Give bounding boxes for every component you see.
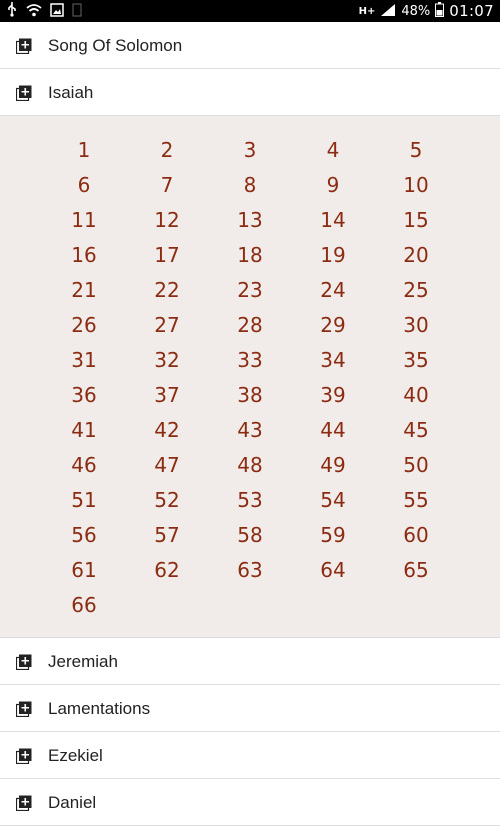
chapter-number[interactable]: 18 <box>237 243 263 267</box>
chapter-number[interactable]: 35 <box>403 348 429 372</box>
chapter-number[interactable]: 66 <box>71 593 97 617</box>
plus-box-icon <box>16 85 32 101</box>
book-row-daniel[interactable] <box>0 780 500 826</box>
network-type: H+ <box>358 5 376 17</box>
chapter-number[interactable]: 65 <box>403 558 429 582</box>
image-notification-icon <box>50 2 64 21</box>
chapter-number[interactable]: 23 <box>237 278 263 302</box>
chapter-number[interactable]: 8 <box>243 173 257 197</box>
chapter-number[interactable]: 27 <box>154 313 180 337</box>
chapter-number[interactable]: 30 <box>403 313 429 337</box>
chapter-number[interactable]: 45 <box>403 418 429 442</box>
chapter-number[interactable]: 44 <box>320 418 346 442</box>
plus-box-icon <box>16 654 32 670</box>
chapter-number[interactable]: 25 <box>403 278 429 302</box>
chapter-number[interactable]: 4 <box>326 138 340 162</box>
chapter-number[interactable]: 17 <box>154 243 180 267</box>
chapter-number[interactable]: 1 <box>77 138 91 162</box>
signal-icon <box>380 2 396 21</box>
chapter-number[interactable]: 52 <box>154 488 180 512</box>
chapter-number[interactable]: 41 <box>71 418 97 442</box>
chapter-number[interactable]: 26 <box>71 313 97 337</box>
battery-icon <box>435 2 444 21</box>
plus-box-icon <box>16 795 32 811</box>
chapter-number[interactable]: 54 <box>320 488 346 512</box>
chapter-number[interactable]: 49 <box>320 453 346 477</box>
book-label: Song Of Solomon <box>48 35 183 55</box>
chapter-number[interactable]: 9 <box>326 173 340 197</box>
chapter-number[interactable]: 21 <box>71 278 97 302</box>
book-row-ezekiel[interactable] <box>0 733 500 779</box>
chapter-number[interactable]: 46 <box>71 453 97 477</box>
book-row-jeremiah[interactable] <box>0 639 500 685</box>
chapter-number[interactable]: 34 <box>320 348 346 372</box>
chapter-number[interactable]: 20 <box>403 243 429 267</box>
chapter-number[interactable]: 53 <box>237 488 263 512</box>
notification-placeholder-icon <box>72 2 82 21</box>
chapter-number[interactable]: 42 <box>154 418 180 442</box>
chapter-number[interactable]: 50 <box>403 453 429 477</box>
chapter-number[interactable]: 12 <box>154 208 180 232</box>
chapter-number[interactable]: 60 <box>403 523 429 547</box>
chapter-number[interactable]: 55 <box>403 488 429 512</box>
chapter-number[interactable]: 3 <box>243 138 257 162</box>
chapter-number[interactable]: 11 <box>71 208 97 232</box>
chapter-number[interactable]: 58 <box>237 523 263 547</box>
wifi-icon <box>26 2 42 21</box>
book-row-song-of-solomon[interactable] <box>0 23 500 69</box>
chapter-number[interactable]: 15 <box>403 208 429 232</box>
chapter-number[interactable]: 19 <box>320 243 346 267</box>
chapter-number[interactable]: 59 <box>320 523 346 547</box>
chapter-number[interactable]: 10 <box>403 173 429 197</box>
chapter-number[interactable]: 5 <box>409 138 423 162</box>
chapter-number[interactable]: 32 <box>154 348 180 372</box>
chapter-number[interactable]: 24 <box>320 278 346 302</box>
chapter-number[interactable]: 64 <box>320 558 346 582</box>
book-label: Ezekiel <box>48 745 103 765</box>
chapter-number[interactable]: 13 <box>237 208 263 232</box>
chapter-grid <box>0 116 500 638</box>
book-label: Daniel <box>48 792 97 812</box>
chapter-number[interactable]: 43 <box>237 418 263 442</box>
chapter-number[interactable]: 63 <box>237 558 263 582</box>
chapter-number[interactable]: 47 <box>154 453 180 477</box>
battery-percentage: 48% <box>401 3 431 19</box>
chapter-number[interactable]: 28 <box>237 313 263 337</box>
chapter-number[interactable]: 38 <box>237 383 263 407</box>
chapter-number[interactable]: 16 <box>71 243 97 267</box>
usb-icon <box>6 1 18 21</box>
chapter-number[interactable]: 40 <box>403 383 429 407</box>
chapter-number[interactable]: 56 <box>71 523 97 547</box>
book-label: Jeremiah <box>48 651 118 671</box>
clock: 01:07 <box>449 2 494 20</box>
chapter-number[interactable]: 33 <box>237 348 263 372</box>
chapter-number[interactable]: 31 <box>71 348 97 372</box>
plus-box-icon <box>16 38 32 54</box>
book-row-lamentations[interactable] <box>0 686 500 732</box>
chapter-number[interactable]: 61 <box>71 558 97 582</box>
book-label: Isaiah <box>48 82 94 102</box>
chapter-number[interactable]: 22 <box>154 278 180 302</box>
chapter-number[interactable]: 39 <box>320 383 346 407</box>
book-label: Lamentations <box>48 698 151 718</box>
chapter-number[interactable]: 7 <box>160 173 174 197</box>
chapter-number[interactable]: 14 <box>320 208 346 232</box>
chapter-number[interactable]: 51 <box>71 488 97 512</box>
plus-box-icon <box>16 701 32 717</box>
chapter-number[interactable]: 36 <box>71 383 97 407</box>
chapter-number[interactable]: 48 <box>237 453 263 477</box>
chapter-number[interactable]: 37 <box>154 383 180 407</box>
chapter-number[interactable]: 62 <box>154 558 180 582</box>
chapter-number[interactable]: 2 <box>160 138 174 162</box>
plus-box-icon <box>16 748 32 764</box>
chapter-number[interactable]: 6 <box>77 173 91 197</box>
chapter-number[interactable]: 29 <box>320 313 346 337</box>
status-bar <box>0 0 500 22</box>
book-row-isaiah[interactable] <box>0 70 500 116</box>
chapter-number[interactable]: 57 <box>154 523 180 547</box>
